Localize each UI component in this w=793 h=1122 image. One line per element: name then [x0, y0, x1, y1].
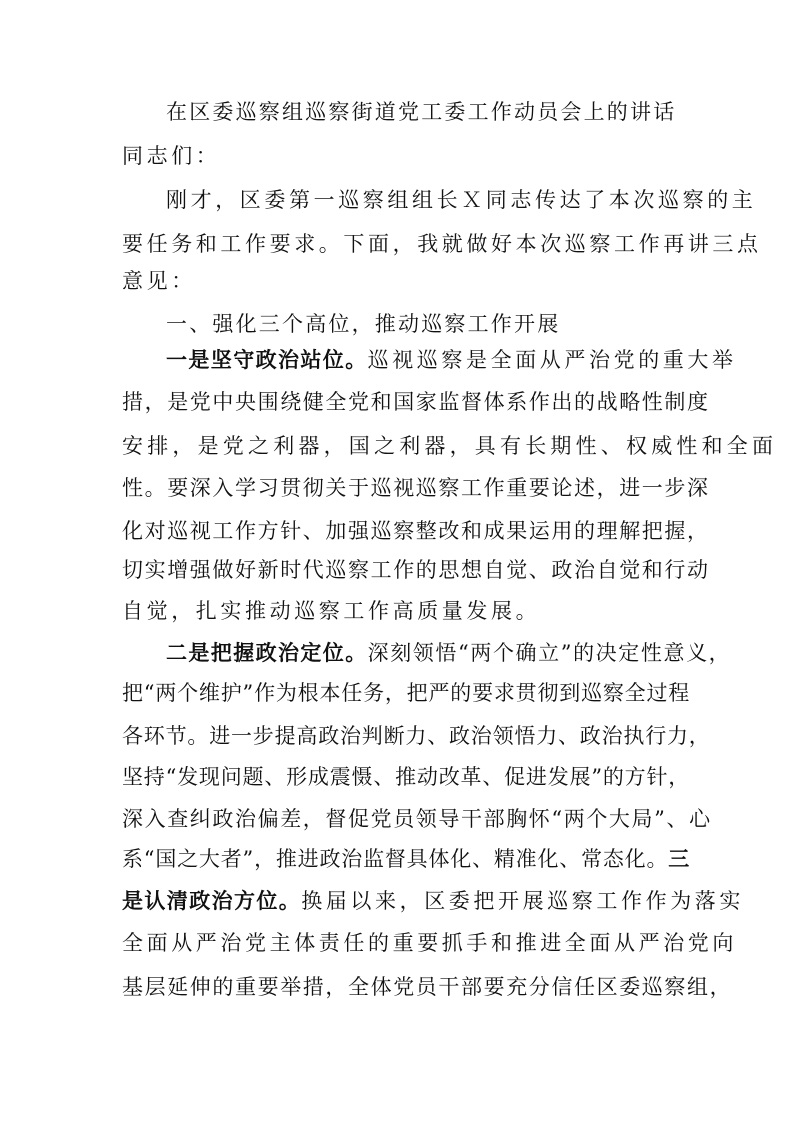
salutation: 同志们：: [122, 144, 221, 168]
intro-line-1: 刚才，区委第一巡察组组长Ｘ同志传达了本次巡察的主: [166, 188, 757, 212]
point3-line-3: 基层延伸的重要举措，全体党员干部要充分信任区委巡察组，: [122, 975, 733, 999]
point1-text: 巡视巡察是全面从严治党的重大举: [367, 348, 737, 372]
point3-line-2: 全面从严治党主体责任的重要抓手和推进全面从严治党向: [122, 931, 737, 955]
point2-text: 深刻领悟“两个确立”的决定性意义，: [367, 641, 732, 665]
speech-title: 在区委巡察组巡察街道党工委工作动员会上的讲话: [166, 100, 677, 124]
point2-line-3: 各环节。进一步提高政治判断力、政治领悟力、政治执行力，: [122, 724, 711, 748]
point1-first-line: [166, 343, 737, 377]
point2-line-6: [122, 842, 691, 876]
intro-line-2: 要任务和工作要求。下面，我就做好本次巡察工作再讲三点: [122, 232, 762, 256]
point1-label: 一是坚守政治站位。: [166, 348, 368, 372]
point1-line-4: 性。要深入学习贯彻关于巡视巡察工作重要论述，进一步深: [122, 476, 710, 500]
point1-line-2: 措，是党中央围绕健全党和国家监督体系作出的战略性制度: [122, 390, 710, 414]
point2-line-4: 坚持“发现问题、形成震慑、推动改革、促进发展”的方针，: [122, 765, 691, 789]
point3-label: 是认清政治方位。: [122, 889, 302, 913]
point2-line-5: 深入查纠政治偏差，督促党员领导干部胸怀“两个大局”、心: [122, 807, 712, 831]
point3-first-line: [122, 884, 745, 918]
point1-line-3: 安排，是党之利器，国之利器，具有长期性、权威性和全面: [122, 434, 778, 458]
point2-label: 二是把握政治定位。: [166, 641, 368, 665]
point2-first-line: [166, 636, 732, 670]
section-heading-1: 一、强化三个高位，推动巡察工作开展: [166, 312, 561, 336]
point3-label-start: 三: [668, 847, 691, 871]
point2-line-2: 把“两个维护”作为根本任务，把严的要求贯彻到巡察全过程: [122, 681, 691, 705]
point1-line-5: 化对巡视工作方针、加强巡察整改和成果运用的理解把握，: [122, 519, 710, 543]
point2-text-last: 系“国之大者”，推进政治监督具体化、精准化、常态化。: [122, 847, 669, 871]
point3-text: 换届以来，区委把开展巡察工作作为落实: [301, 889, 745, 913]
intro-line-3: 意见：: [122, 269, 196, 293]
point1-line-7: 自觉，扎实推动巡察工作高质量发展。: [122, 599, 541, 623]
point1-line-6: 切实增强做好新时代巡察工作的思想自觉、政治自觉和行动: [122, 558, 710, 582]
